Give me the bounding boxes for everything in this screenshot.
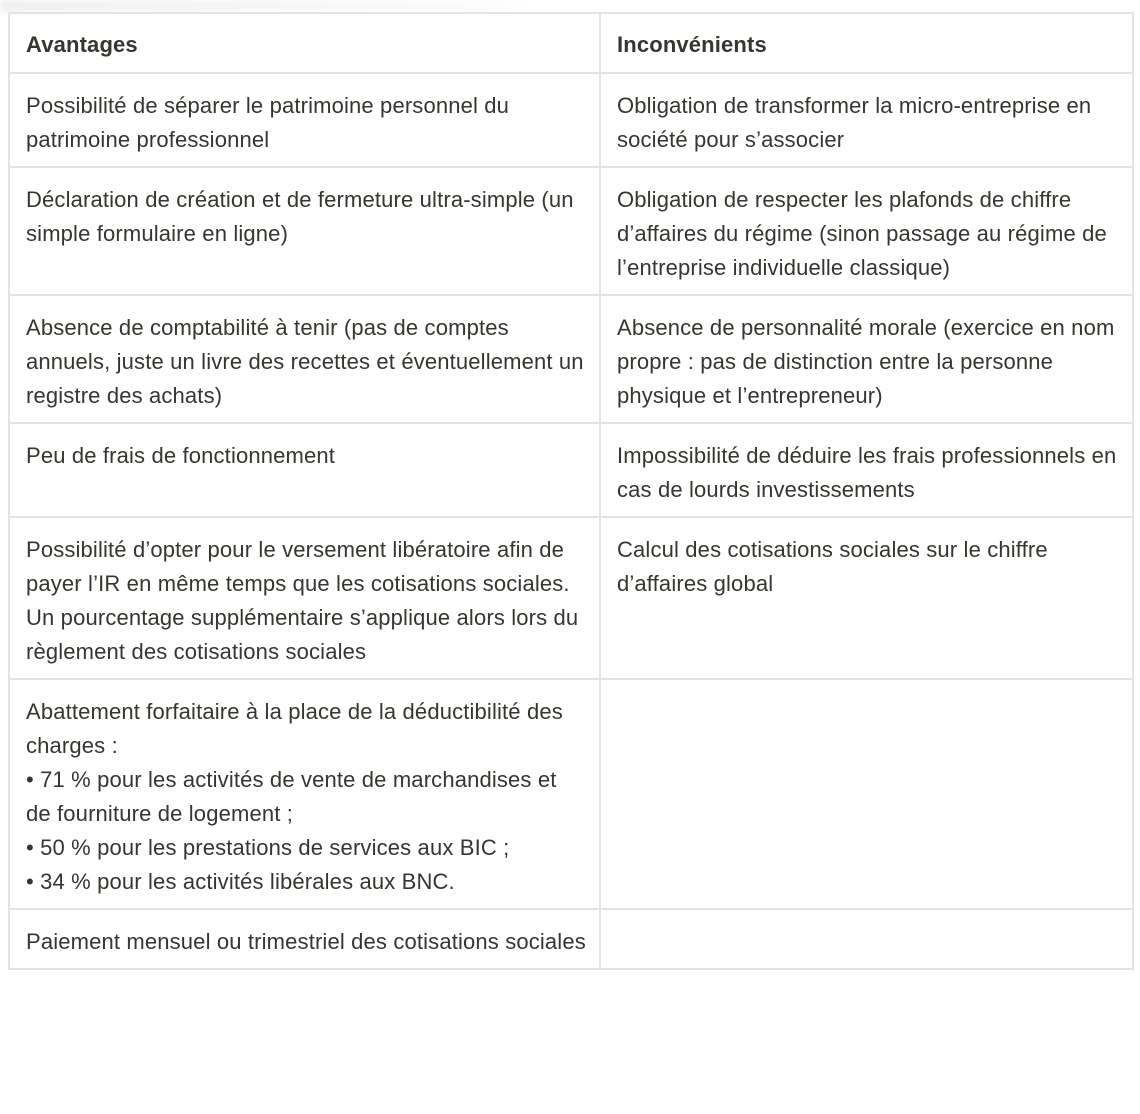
pros-cons-table xyxy=(8,12,1134,970)
header-row xyxy=(9,13,1133,73)
advantage-text: Absence de comptabilité à tenir (pas de comptes annuels, juste un livre des recettes et éventuellement un registre des achats) xyxy=(26,315,584,408)
table-row xyxy=(9,295,1133,423)
disadvantage-cell xyxy=(600,909,1133,969)
disadvantage-cell xyxy=(600,295,1133,423)
advantage-text: • 71 % pour les activités de vente de marchandises et de fourniture de logement ; xyxy=(26,767,557,826)
disadvantage-text: Absence de personnalité morale (exercice en nom propre : pas de distinction entre la personne physique et l’entrepreneur) xyxy=(617,315,1115,408)
advantage-cell xyxy=(9,517,600,679)
top-shadow xyxy=(0,0,540,12)
advantage-cell xyxy=(9,73,600,167)
advantage-text: Abattement forfaitaire à la place de la déductibilité des charges : xyxy=(26,699,563,758)
disadvantage-text: Obligation de respecter les plafonds de chiffre d’affaires du régime (sinon passage au régime de l’entreprise individuelle classique) xyxy=(617,187,1107,280)
disadvantage-cell xyxy=(600,73,1133,167)
header-advantages: Avantages xyxy=(9,13,600,73)
advantage-text: Peu de frais de fonctionnement xyxy=(26,443,336,468)
table-row xyxy=(9,517,1133,679)
advantage-text: Possibilité de séparer le patrimoine personnel du patrimoine professionnel xyxy=(26,93,510,152)
disadvantage-text: Obligation de transformer la micro-entreprise en société pour s’associer xyxy=(617,93,1092,152)
disadvantage-text: Calcul des cotisations sociales sur le chiffre d’affaires global xyxy=(617,537,1048,596)
advantage-cell xyxy=(9,679,600,909)
advantage-text: Déclaration de création et de fermeture ultra-simple (un simple formulaire en ligne) xyxy=(26,187,574,246)
advantage-cell xyxy=(9,167,600,295)
advantage-cell xyxy=(9,909,600,969)
advantage-text: Possibilité d’opter pour le versement libératoire afin de payer l’IR en même temps que les cotisations sociales. Un pourcentage supplémentaire s’applique alors lors du règlement des cotisations sociales xyxy=(26,537,579,664)
disadvantage-cell xyxy=(600,517,1133,679)
advantage-cell xyxy=(9,423,600,517)
advantage-text: • 50 % pour les prestations de services aux BIC ; xyxy=(26,835,510,860)
disadvantage-cell xyxy=(600,679,1133,909)
disadvantage-cell xyxy=(600,423,1133,517)
table-body xyxy=(9,73,1133,969)
table-row xyxy=(9,909,1133,969)
disadvantage-cell xyxy=(600,167,1133,295)
table-row xyxy=(9,73,1133,167)
disadvantage-text: Impossibilité de déduire les frais professionnels en cas de lourds investissements xyxy=(617,443,1117,502)
table-row xyxy=(9,423,1133,517)
advantage-cell xyxy=(9,295,600,423)
table-row xyxy=(9,679,1133,909)
advantage-text: • 34 % pour les activités libérales aux BNC. xyxy=(26,869,455,894)
header-disadvantages: Inconvénients xyxy=(600,13,1133,73)
table-row xyxy=(9,167,1133,295)
advantage-text: Paiement mensuel ou trimestriel des cotisations sociales xyxy=(26,929,586,954)
